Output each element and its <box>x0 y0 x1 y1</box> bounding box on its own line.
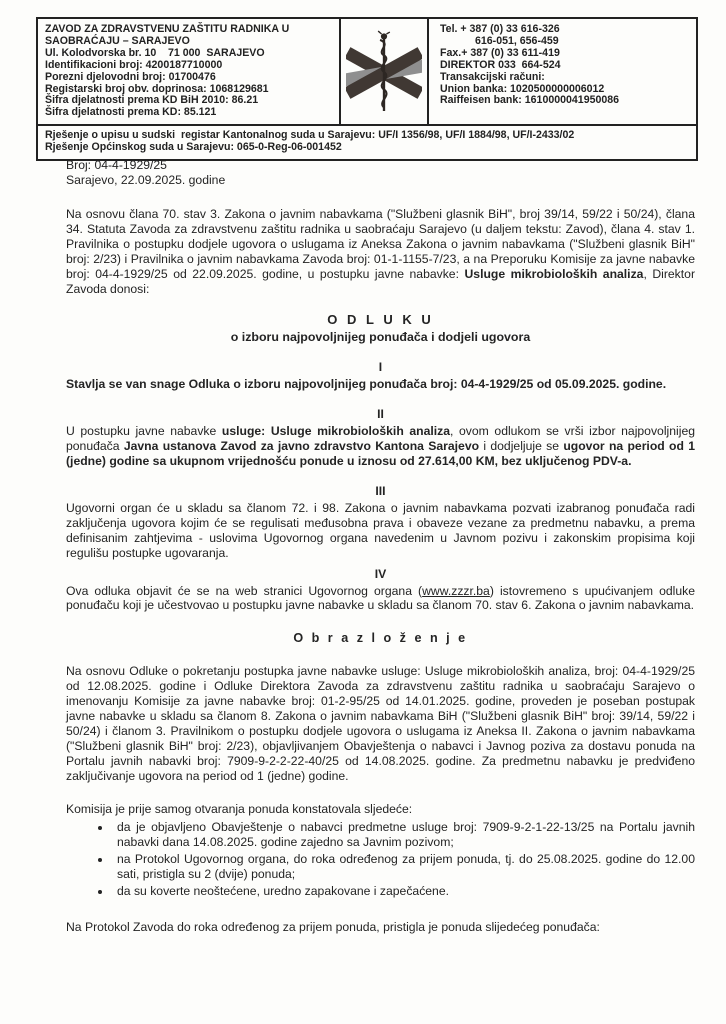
decision-title: O D L U K U <box>327 312 434 328</box>
phone-line1: Tel. + 387 (0) 33 616-326 <box>440 23 560 35</box>
cantonal-court-registration: Rješenje o upisu u sudski registar Kantonalnog suda u Sarajevu: UF/I 1356/98, UF/I 1884/98, UF/I-2433/02 <box>45 129 575 142</box>
section-2-contract-terms: ugovor na period od 1 (jedne) godine sa ukupnom vrijednošću ponude u iznosu od 27.614,00 KM, bez uključenog PDV-a. <box>66 439 695 468</box>
section-2-text <box>66 424 695 469</box>
document-body <box>66 158 695 935</box>
section-2-winner-name: Javna ustanova Zavod za javno zdravstvo Kantona Sarajevo <box>123 439 480 454</box>
activity-code-kd-bih: Šifra djelatnosti prema KD BiH 2010: 86.21 <box>45 94 259 107</box>
identification-number: Identifikacioni broj: 4200187710000 <box>45 58 223 71</box>
website-link: www.zzzr.ba <box>422 583 490 598</box>
section-2-numeral: II <box>377 407 384 422</box>
finding-bullet-3: • da su koverte neoštećene, uredno zapakovane i zapečaćene. <box>112 884 695 899</box>
decision-subtitle: o izboru najpovoljnijeg ponuđača i dodjeli ugovora <box>230 330 531 345</box>
activity-code-kd: Šifra djelatnosti prema KD: 85.121 <box>45 106 217 119</box>
section-4-text <box>66 584 695 614</box>
letterhead-top-row <box>38 19 696 124</box>
rationale-heading: O b r a z l o ž e n j e <box>293 631 468 646</box>
document-number: Broj: 04-4-1929/25 <box>66 158 167 172</box>
municipal-court-registration: Rješenje Općinskog suda u Sarajevu: 065-0-Reg-06-001452 <box>45 141 342 154</box>
institution-name-line2: SAOBRAĆAJU – SARAJEVO <box>45 34 190 47</box>
preamble-service-name: Usluge mikrobioloških analiza <box>464 266 644 281</box>
director-phone-line: DIREKTOR 033 664-524 <box>440 58 561 71</box>
rationale-paragraph: Na osnovu Odluke o pokretanju postupka javne nabavke usluge: Usluge mikrobioloških analiza, broj: 04-4-1929/25 od 12.08.2025. godine i Odluke Direktora Zavoda za zdravstvenu zaštitu radnika u saobraćaju Sarajevo o imenovanju Komisije za javne nabavke broj: 01-2-95/25 od 14.01.2025. godine, proveden je poseban postupak javne nabavke u skladu sa članom 8. Zakona o javnim nabavkama BiH ("Službeni glasnik BiH" broj: 39/14, 59/22 i 50/24) i članom 3. Pravilnikom o postupku dodjele ugovora o uslugama iz Aneksa II. Zakona o javnim nabavkama ("Službeni glasnik BiH" broj: 2/23), objavljivanjem Obavještenja o nabavci i Javnog poziva za dostavu ponuda na Portalu javnih nabavki broj: 7909-9-2-2-22-40/25 od 14.08.2025. godine. Za predmetnu nabavku je predviđeno zaključivanje ugovora na period od 1 (jedne) godine. <box>66 664 695 783</box>
place-and-date: Sarajevo, 22.09.2025. godine <box>66 173 226 187</box>
phone-line2: 616-051, 656-459 <box>475 34 559 47</box>
section-2-run-5: i dodjeljuje se <box>479 439 564 454</box>
committee-findings-list <box>66 820 695 899</box>
fax-line: Fax.+ 387 (0) 33 611-419 <box>440 46 560 59</box>
section-4-run-3: ) istovremeno s upućivanjem odluke ponuđaču koji je učestvovao u postupku javne nabavke u skladu sa članom 70. stav 6. Zakona o javnim nabavkama. <box>66 583 696 613</box>
closing-line: Na Protokol Zavoda do roka određenog za prijem ponuda, pristigla je ponuda slijedećeg ponuđača: <box>66 919 600 934</box>
institution-info-block <box>38 19 339 124</box>
section-2-service-name: usluge: Usluge mikrobioloških analiza <box>221 424 451 439</box>
section-1-numeral: I <box>378 360 383 375</box>
finding-bullet-1: • da je objavljeno Obavještenje o nabavci predmetne usluge broj: 7909-9-2-1-22-13/25 na Portalu javnih nabavki dana 14.08.2025. godine zajedno sa Javnim pozivom; <box>112 820 695 850</box>
tax-number: Porezni djelovodni broj: 01700476 <box>45 70 216 83</box>
court-registration-row <box>38 124 696 159</box>
staff-of-asclepius-cross-icon <box>346 30 422 114</box>
preamble-paragraph <box>66 207 695 296</box>
institution-address: Ul. Kolodvorska br. 10 71 000 SARAJEVO <box>45 46 265 59</box>
logo-cell <box>339 19 429 124</box>
section-4-run-1: Ova odluka objavit će se na web stranici Ugovornog organa ( <box>66 583 423 598</box>
finding-bullet-2: • na Protokol Ugovornog organa, do roka određenog za prijem ponuda, tj. do 25.08.2025. godine do 12.00 sati, pristigla su 2 (dvije) ponuda; <box>112 852 695 882</box>
section-3-text: Ugovorni organ će u skladu sa članom 72. i 98. Zakona o javnim nabavkama pozvati izabranog ponuđača radi zaključenja ugovora kojim će se regulisati međusobna prava i obaveze vezane za predmetnu nabavku, a prema definisanim zahtjevima - uslovima Ugovornog organa navedenim u Javnom pozivu i zakonskim propisima koji regulišu postupke ugovaranja. <box>66 500 695 560</box>
raiffeisen-bank-account: Raiffeisen bank: 1610000041950086 <box>440 94 620 107</box>
section-4-numeral: IV <box>374 566 387 581</box>
institution-name-line1: ZAVOD ZA ZDRAVSTVENU ZAŠTITU RADNIKA U <box>45 23 290 35</box>
preamble-run-1: Na osnovu člana 70. stav 3. Zakona o javnim nabavkama ("Službeni glasnik BiH", broj 39/14, 59/22 i 50/24), člana 34. Statuta Zavoda za zdravstvenu zaštitu radnika u saobraćaju Sarajevo (u daljem tekstu: Zavod), člana 4. stav 1. Pravilnika o postupku dodjele ugovora o uslugama iz Aneksa Zakona o javnim nabavkama ("Službeni glasnik BiH" broj: 2/23) i Pravilnika o javnim nabavkama Zavoda broj: 01-1-1155-7/23, a na Preporuku Komisije za javne nabavke broj: 04-4-1929/25 od 22.09.2025. godine, u postupku javne nabavke: <box>66 207 695 281</box>
section-2-run-3: , ovom odlukom se vrši izbor najpovoljnijeg ponuđača <box>66 424 695 454</box>
section-1-text: Stavlja se van snage Odluka o izboru najpovoljnijeg ponuđača broj: 04-4-1929/25 od 05.09.2025. godine. <box>66 377 667 392</box>
committee-findings-intro: Komisija je prije samog otvaranja ponuda konstatovala sljedeće: <box>66 802 413 817</box>
letterhead <box>36 17 698 161</box>
accounts-label: Transakcijski računi: <box>440 70 545 83</box>
section-3-numeral: III <box>375 483 386 498</box>
union-bank-account: Union banka: 1020500000006012 <box>440 82 605 95</box>
registry-number: Registarski broj obv. doprinosa: 1068129681 <box>45 82 269 95</box>
preamble-run-3: , Direktor Zavoda donosi: <box>66 266 696 296</box>
section-2-run-1: U postupku javne nabavke <box>66 424 222 439</box>
contact-info-block <box>429 19 696 124</box>
